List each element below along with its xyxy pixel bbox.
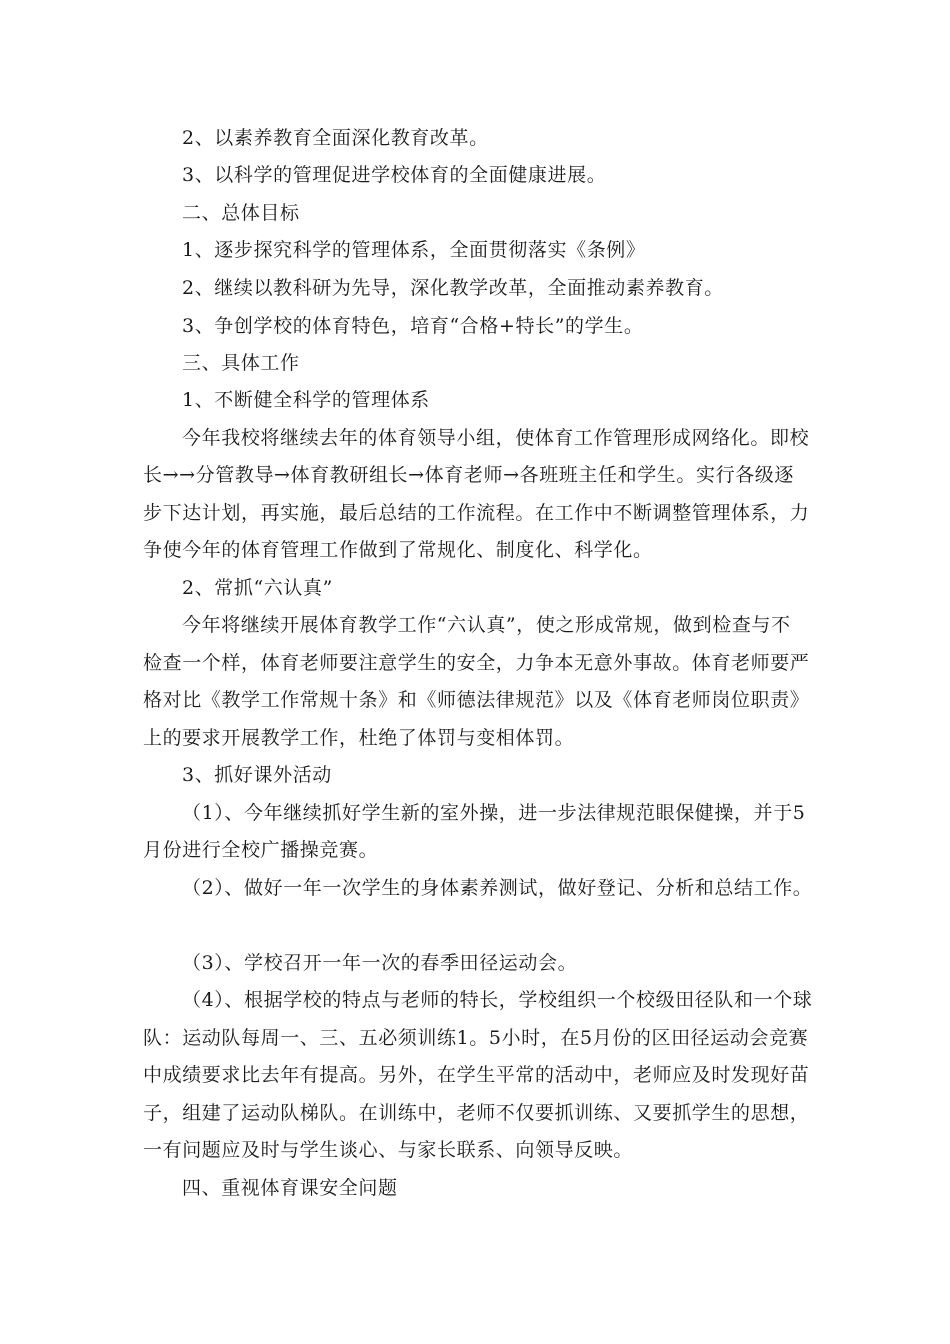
text-line: （3）、学校召开一年一次的春季田径运动会。 (182, 952, 578, 974)
text-line: 月份进行全校广播操竞赛。 (143, 839, 379, 861)
text-line: 2、以素养教育全面深化教育改革。 (182, 127, 489, 149)
text-line: 队：运动队每周一、三、五必须训练1。5小时，在5月份的区田径运动会竞赛 (143, 1027, 809, 1049)
text-line: 今年我校将继续去年的体育领导小组，使体育工作管理形成网络化。即校 (182, 427, 810, 449)
text-line: 中成绩要求比去年有提高。另外，在学生平常的活动中，老师应及时发现好苗 (143, 1064, 810, 1086)
text-line: （1）、今年继续抓好学生新的室外操，进一步法律规范眼保健操，并于5 (182, 802, 806, 824)
text-line: 一有问题应及时与学生谈心、与家长联系、向领导反映。 (143, 1139, 634, 1161)
text-line: 今年将继续开展体育教学工作“六认真”，使之形成常规，做到检查与不 (182, 614, 791, 636)
text-line: 子，组建了运动队梯队。在训练中，老师不仅要抓训练、又要抓学生的思想， (143, 1102, 810, 1124)
text-line: （2）、做好一年一次学生的身体素养测试，做好登记、分析和总结工作。 (182, 877, 813, 899)
subsection-heading: 1、不断健全科学的管理体系 (182, 389, 430, 411)
text-line: 长→→分管教导→体育教研组长→体育老师→各班班主任和学生。实行各级逐 (143, 464, 795, 486)
subsection-heading: 2、常抓“六认真” (182, 577, 333, 599)
text-line: （4）、根据学校的特点与老师的特长，学校组织一个校级田径队和一个球 (182, 989, 813, 1011)
text-line: 2、继续以教科研为先导，深化教学改革，全面推动素养教育。 (182, 277, 724, 299)
text-line: 检查一个样，体育老师要注意学生的安全，力争本无意外事故。体育老师要严 (143, 652, 810, 674)
text-line: 1、逐步探究科学的管理体系，全面贯彻落实《条例》 (182, 239, 646, 261)
section-heading: 四、重视体育课安全问题 (182, 1177, 398, 1199)
subsection-heading: 3、抓好课外活动 (182, 764, 332, 786)
section-heading: 三、具体工作 (182, 352, 300, 374)
text-line: 争使今年的体育管理工作做到了常规化、制度化、科学化。 (143, 539, 653, 561)
section-heading: 二、总体目标 (182, 202, 300, 224)
text-line: 步下达计划，再实施，最后总结的工作流程。在工作中不断调整管理体系，力 (143, 502, 810, 524)
text-line: 上的要求开展教学工作，杜绝了体罚与变相体罚。 (143, 727, 575, 749)
text-line: 3、以科学的管理促进学校体育的全面健康进展。 (182, 164, 607, 186)
text-line: 格对比《教学工作常规十条》和《师德法律规范》以及《体育老师岗位职责》 (143, 689, 810, 711)
text-line: 3、争创学校的体育特色，培育“合格+特长”的学生。 (182, 315, 644, 337)
